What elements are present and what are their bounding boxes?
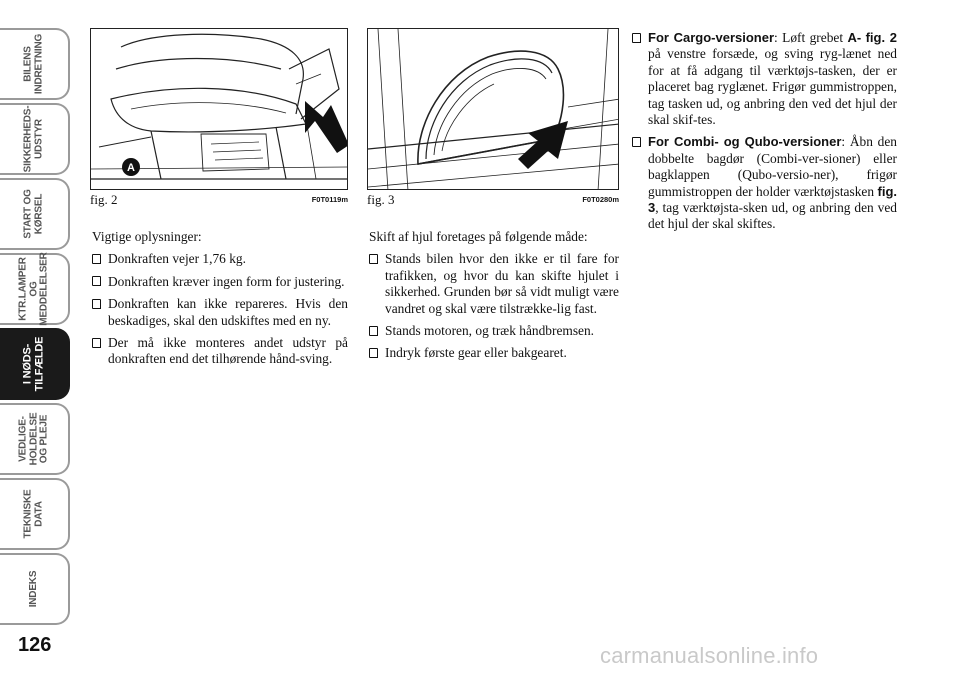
- cargo-text: : Løft grebet: [774, 30, 848, 45]
- figure-2-illustration: [90, 28, 348, 190]
- list-item-text: Der må ikke monteres andet udstyr på donkraften end det tilhørende hånd-sving.: [108, 335, 348, 367]
- page-number: 126: [18, 634, 52, 656]
- tab-bilens-indretning[interactable]: [0, 28, 70, 100]
- column-tool-bag: [632, 30, 897, 239]
- figure-2-caption: fig. 2: [90, 192, 118, 207]
- figure-2-code: F0T0119m: [311, 195, 348, 204]
- checkbox-bullet-icon: [369, 254, 378, 264]
- checkbox-bullet-icon: [92, 338, 101, 348]
- tab-start-og-korsel[interactable]: [0, 178, 70, 250]
- figure-3: [367, 28, 619, 206]
- tab-label: START OG KØRSEL: [22, 189, 44, 239]
- watermark[interactable]: carmanualsonline.info: [600, 643, 819, 668]
- figure-3-code: F0T0280m: [582, 195, 619, 204]
- checkbox-bullet-icon: [92, 299, 101, 309]
- wheel-change-intro: Skift af hjul foretages på følgende måde:: [369, 229, 588, 244]
- checkbox-bullet-icon: [369, 348, 378, 358]
- list-item-combi: [632, 134, 897, 232]
- list-item: [92, 296, 348, 329]
- list-item-text: Stands bilen hvor den ikke er til fare for trafikken, og hvor du kan skifte hjulet i sikkerhed. Grunden bør så vidt muligt være vandret og skal være tilstrække-lig fast.: [385, 251, 619, 316]
- tab-sikkerhedsudstyr[interactable]: [0, 103, 70, 175]
- list-item: [369, 251, 619, 317]
- cargo-lead: For Cargo-versioner: [648, 30, 775, 45]
- list-item: [369, 323, 619, 339]
- list-item: [92, 251, 348, 267]
- figure-2: [90, 28, 348, 206]
- combi-text: , tag værktøjsta-sken ud, og anbring den ved det hjul der skal skiftes.: [648, 200, 897, 232]
- list-item-text: Donkraften vejer 1,76 kg.: [108, 251, 246, 267]
- tab-label: SIKKERHEDS- UDSTYR: [22, 105, 44, 173]
- list-item-text: Stands motoren, og træk håndbremsen.: [385, 323, 595, 339]
- seat-lever-illustration: [91, 29, 348, 190]
- checkbox-bullet-icon: [369, 326, 378, 336]
- checkbox-bullet-icon: [92, 254, 101, 264]
- tab-vedligeholdelse[interactable]: [0, 403, 70, 475]
- tab-label: VEDLIGE- HOLDELSE OG PLEJE: [17, 412, 50, 466]
- combi-text: : Åbn den dobbelte bagdør (Combi-ver-sioner) eller bagklappen (Qubo-versio-ner), frigør gummistroppen der holder værktøjstasken: [648, 134, 897, 199]
- tab-indeks[interactable]: [0, 553, 70, 625]
- checkbox-bullet-icon: [632, 33, 641, 43]
- list-item-text: Donkraften kræver ingen form for justering.: [108, 273, 345, 289]
- column-wheel-change: [369, 229, 619, 368]
- list-item: [92, 335, 348, 368]
- tab-label: KTR.LAMPER OG MEDDELELSER: [17, 252, 50, 326]
- figure-3-caption: fig. 3: [367, 192, 395, 207]
- figure-3-illustration: [367, 28, 619, 190]
- tab-label: TEKNISKE DATA: [22, 489, 44, 539]
- tab-label: BILENS INDRETNING: [22, 33, 44, 95]
- tab-i-nodstilfaelde[interactable]: [0, 328, 70, 400]
- list-item: [369, 345, 619, 361]
- combi-lead: For Combi- og Qubo-versioner: [648, 134, 842, 150]
- list-item-text: Donkraften kan ikke repareres. Hvis den beskadiges, skal den udskiftes med en ny.: [108, 296, 348, 328]
- combi-ref-fig: fig. 3: [648, 183, 897, 216]
- tool-bag-illustration: [368, 29, 619, 190]
- tab-label: I NØDS- TILFÆLDE: [21, 336, 45, 392]
- figure-2-marker: A: [127, 162, 135, 174]
- column-jack-info: [92, 229, 348, 374]
- tab-kontrollamper[interactable]: [0, 253, 70, 325]
- tab-label: INDEKS: [27, 570, 39, 608]
- checkbox-bullet-icon: [92, 276, 101, 286]
- tab-tekniske-data[interactable]: [0, 478, 70, 550]
- cargo-text: på venstre forsæde, og sving ryg-lænet ned for at få adgang til værktøjs-tasken, der er placeret bag ryglænet. Frigør gummistroppen, tag tasken ud, og anbring den ved det hjul der skal skif-tes.: [648, 46, 897, 128]
- list-item: [92, 274, 348, 290]
- list-item-text: Indryk første gear eller bakgearet.: [385, 345, 567, 361]
- checkbox-bullet-icon: [632, 137, 641, 147]
- cargo-ref-a: A-: [847, 30, 862, 45]
- jack-info-intro: Vigtige oplysninger:: [92, 229, 202, 244]
- list-item-cargo: [632, 30, 897, 128]
- cargo-ref-fig: fig. 2: [865, 30, 897, 45]
